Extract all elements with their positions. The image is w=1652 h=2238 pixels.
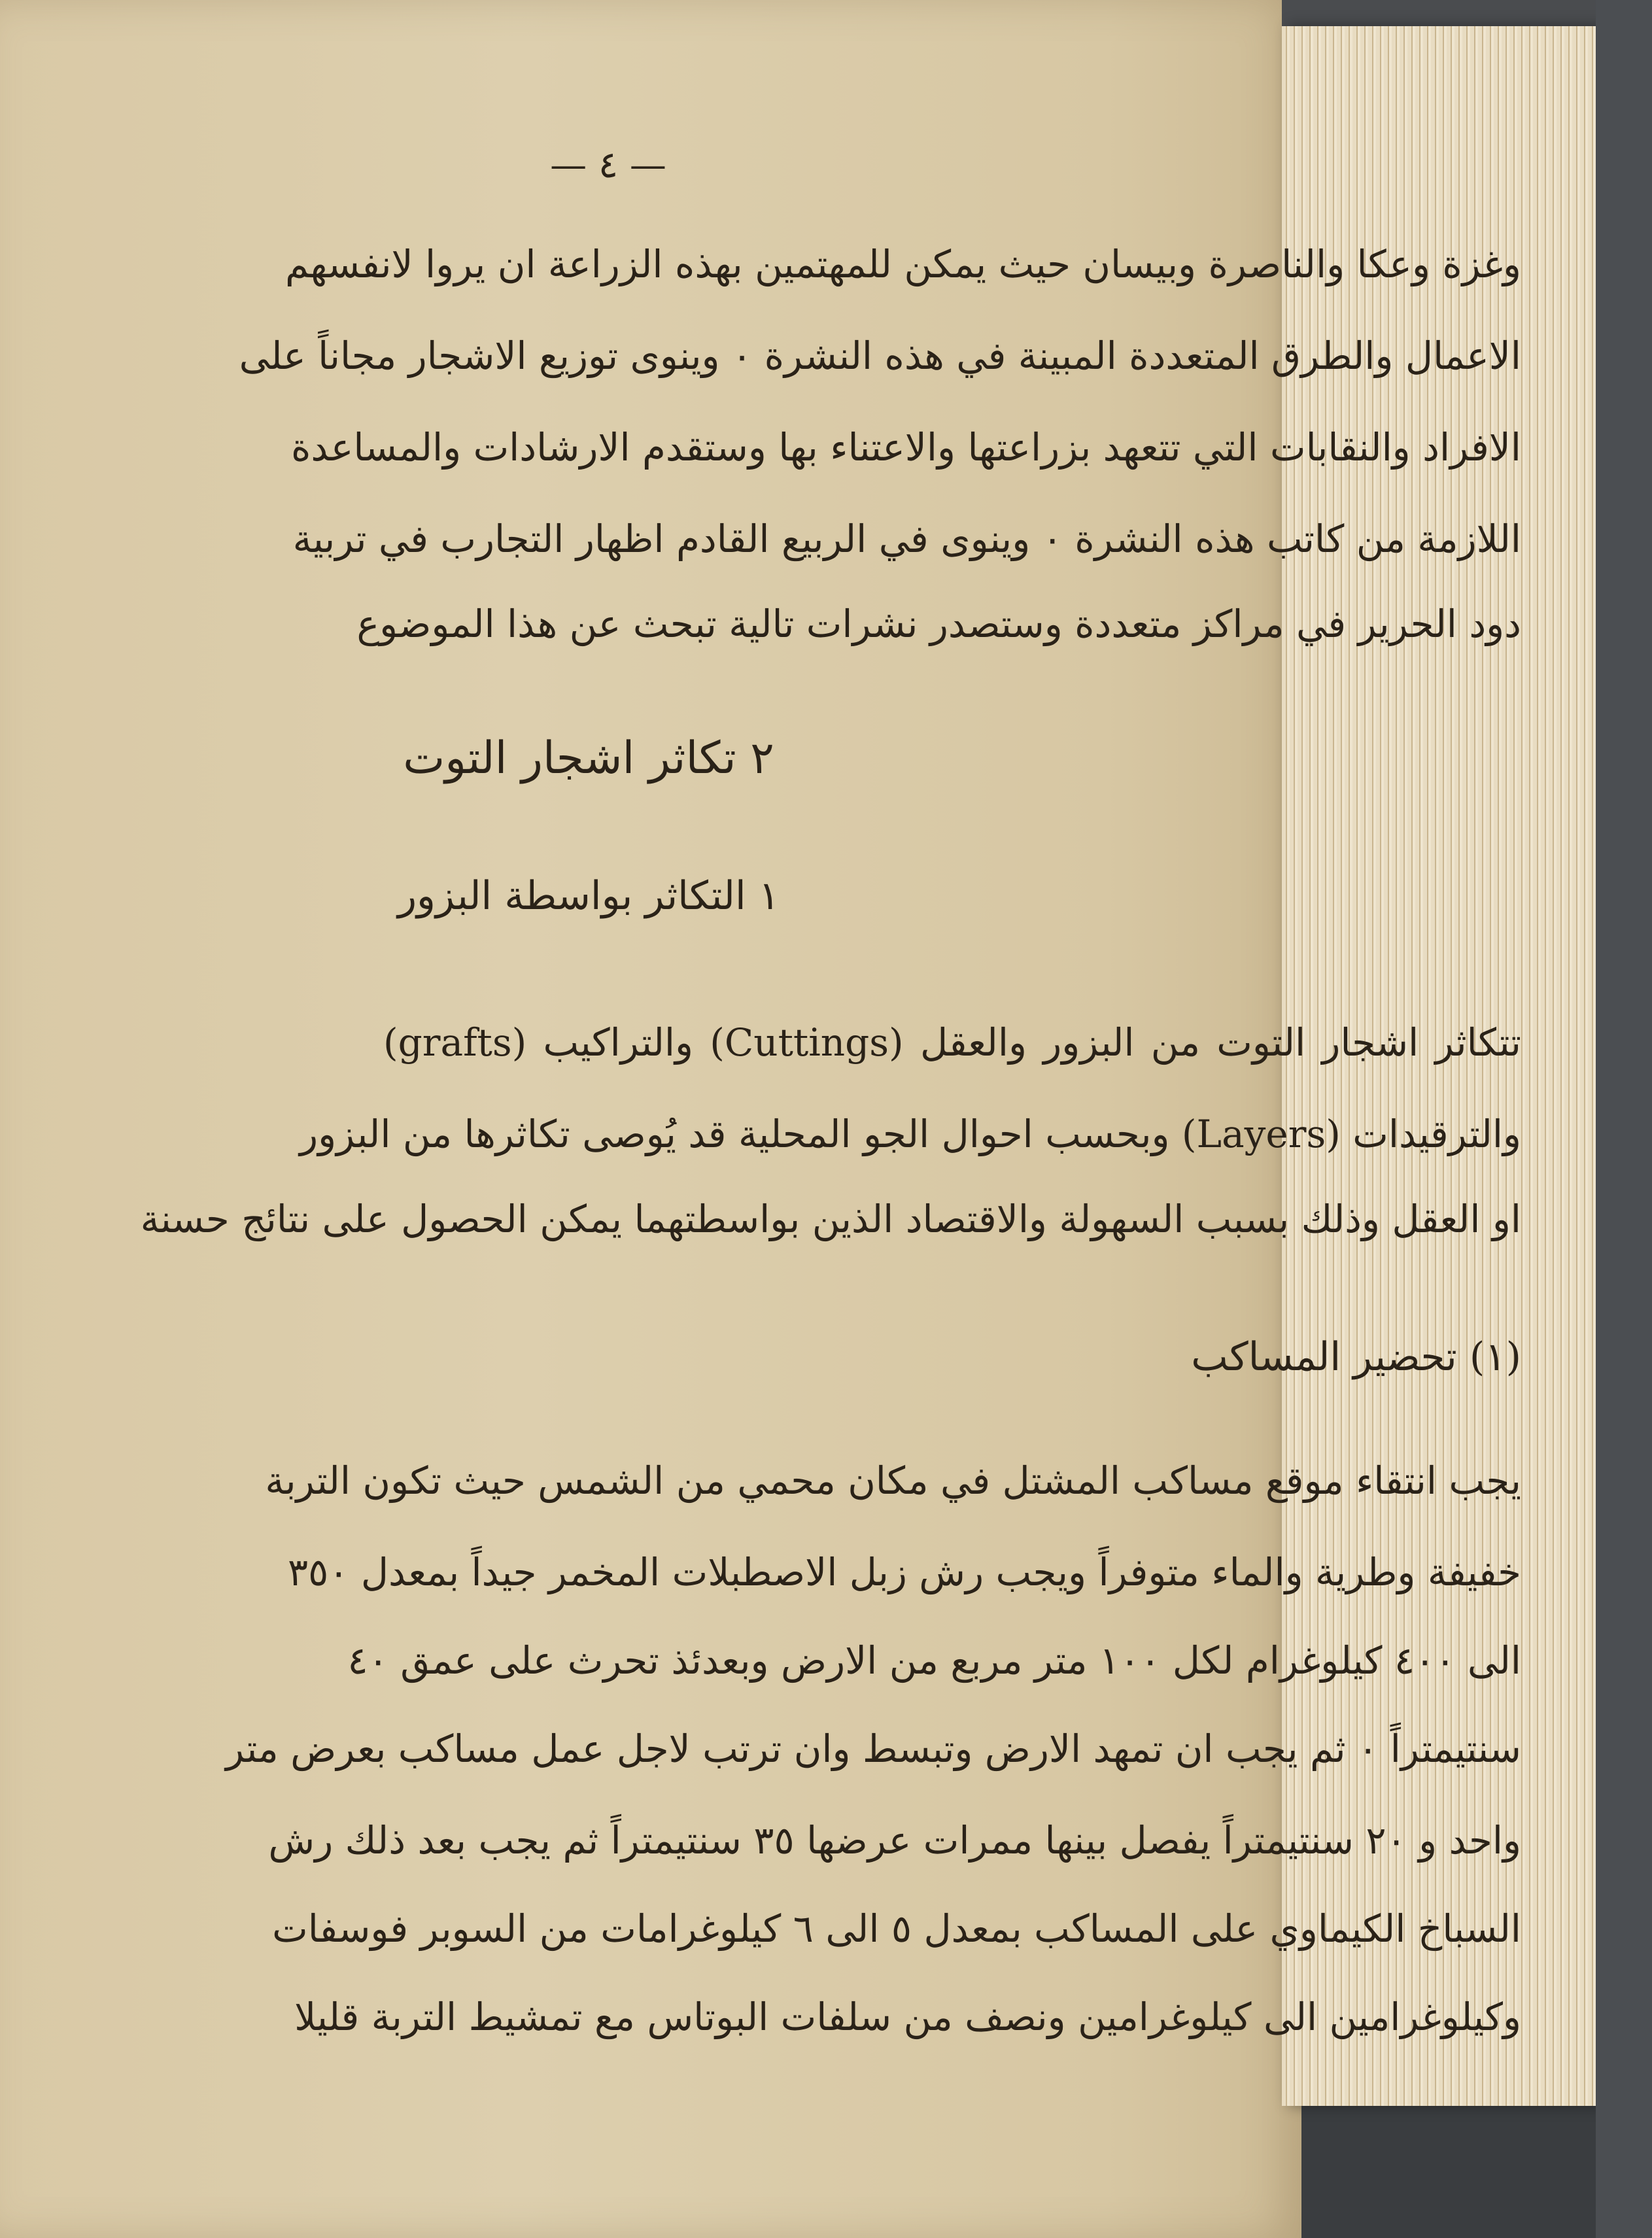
paragraph-line: وغزة وعكا والناصرة وبيسان حيث يمكن للمهتمين بهذه الزراعة ان يروا لانفسهم	[284, 242, 1521, 286]
paragraph-line: تتكاثر اشجار التوت من البزور والعقل (Cuttings) والتراكيب (grafts)	[383, 1020, 1521, 1065]
sub-heading: ١ التكاثر بواسطة البزور	[398, 873, 780, 919]
paragraph-line: يجب انتقاء موقع مساكب المشتل في مكان محمي من الشمس حيث تكون التربة	[265, 1458, 1521, 1503]
paragraph-line: سنتيمتراً ٠ ثم يجب ان تمهد الارض وتبسط وان ترتب لاجل عمل مساكب بعرض متر	[226, 1727, 1521, 1771]
page-number: — ٤ —	[550, 144, 666, 186]
paragraph-line: الى ٤٠٠ كيلوغرام لكل ١٠٠ متر مربع من الارض وبعدئذ تحرث على عمق ٤٠	[347, 1638, 1521, 1683]
paragraph-line: وكيلوغرامين الى كيلوغرامين ونصف من سلفات البوتاس مع تمشيط التربة قليلا	[294, 1995, 1521, 2039]
section-heading: ٢ تكاثر اشجار التوت	[403, 732, 774, 784]
paragraph-line: والترقيدات (Layers) وبحسب احوال الجو المحلية قد يُوصى تكاثرها من البزور	[300, 1112, 1521, 1156]
paragraph-line: دود الحرير في مراكز متعددة وستصدر نشرات تالية تبحث عن هذا الموضوع	[356, 602, 1521, 646]
paren-heading: (١) تحضير المساكب	[1191, 1334, 1521, 1380]
paragraph-line: او العقل وذلك بسبب السهولة والاقتصاد الذين بواسطتهما يمكن الحصول على نتائج حسنة	[140, 1197, 1521, 1241]
paragraph-line: خفيفة وطرية والماء متوفراً ويجب رش زبل الاصطبلات المخمر جيداً بمعدل ٣٥٠	[287, 1550, 1521, 1594]
paragraph-line: السباخ الكيماوي على المساكب بمعدل ٥ الى ٦ كيلوغرامات من السوبر فوسفات	[272, 1906, 1521, 1951]
paragraph-line: اللازمة من كاتب هذه النشرة ٠ وينوى في الربيع القادم اظهار التجارب في تربية	[292, 517, 1521, 561]
book-cover	[1596, 0, 1652, 2238]
paragraph-line: الاعمال والطرق المتعددة المبينة في هذه النشرة ٠ وينوى توزيع الاشجار مجاناً على	[239, 334, 1521, 378]
paragraph-line: واحد و ٢٠ سنتيمتراً يفصل بينها ممرات عرضها ٣٥ سنتيمتراً ثم يجب بعد ذلك رش	[268, 1818, 1521, 1863]
page-edges-shadow	[1282, 0, 1596, 26]
paragraph-line: الافراد والنقابات التي تتعهد بزراعتها والاعتناء بها وستقدم الارشادات والمساعدة	[290, 425, 1521, 470]
